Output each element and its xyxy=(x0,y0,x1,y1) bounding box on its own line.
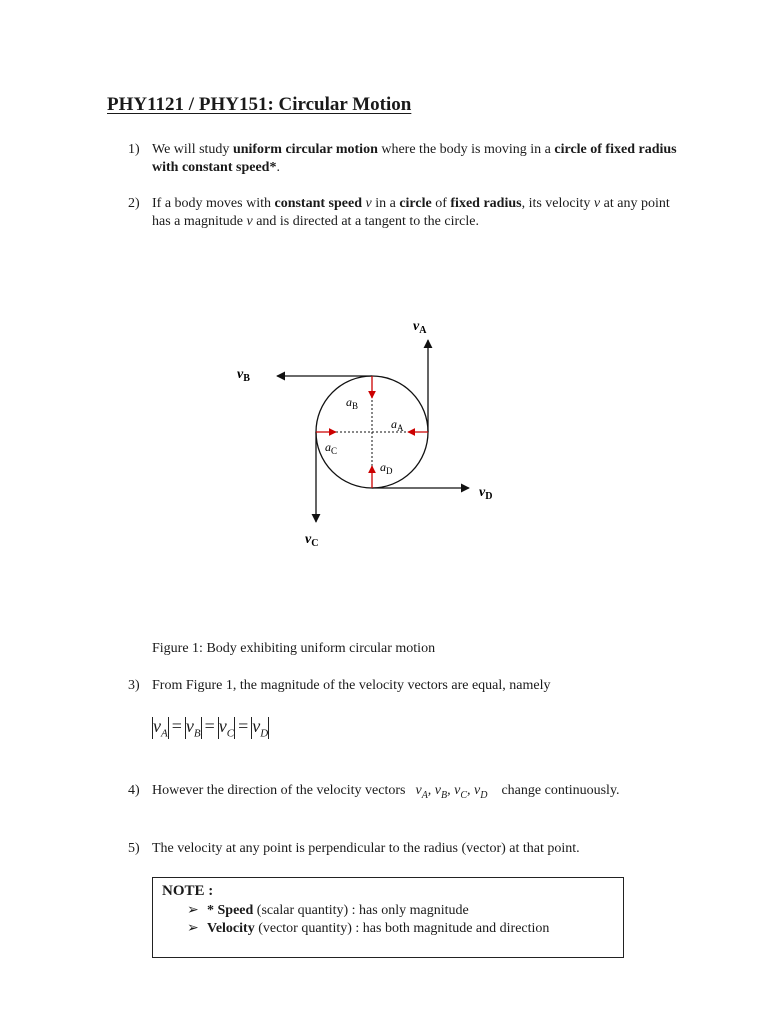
label-ad-sub: D xyxy=(386,466,393,476)
item-number: 3) xyxy=(128,678,140,693)
label-ad-main: a xyxy=(380,460,386,474)
label-ac xyxy=(325,440,337,456)
item-text: However the direction of the velocity vectors $v_A$, $v_B$, $v_C$, $v_D$ change continuously. xyxy=(152,783,620,801)
eq-op: = xyxy=(204,716,215,736)
text-segment: and is directed at a tangent to the circle. xyxy=(252,214,479,229)
eq-term-a: $v_A$ xyxy=(153,716,168,740)
label-vb xyxy=(237,367,250,384)
label-ad xyxy=(380,460,393,476)
text-segment: . xyxy=(276,160,280,175)
text-segment: v xyxy=(246,214,253,229)
label-vc xyxy=(305,532,318,549)
text-segment: , its velocity xyxy=(521,196,594,211)
note-row-velocity: ➢ Velocity (vector quantity) : has both magnitude and direction xyxy=(187,921,550,936)
eq-op: = xyxy=(238,716,249,736)
item-number: 5) xyxy=(128,841,140,856)
item-number: 1) xyxy=(128,142,140,157)
page-title: PHY1121 / PHY151: Circular Motion xyxy=(107,94,412,115)
arrow-bullet-icon: ➢ xyxy=(187,903,199,918)
item-text: The velocity at any point is perpendicular to the radius (vector) at that point. xyxy=(152,841,580,856)
list-item-1 xyxy=(128,141,688,177)
text-segment: of xyxy=(431,196,451,211)
text-segment: uniform circular motion xyxy=(232,142,378,157)
text-segment: If a body moves with xyxy=(152,196,275,211)
label-ac-main: a xyxy=(325,440,331,454)
text-segment: circle xyxy=(399,196,432,211)
label-aa-sub: A xyxy=(397,423,404,433)
text-segment: fixed radius xyxy=(450,196,522,211)
label-aa-main: a xyxy=(391,417,397,431)
list-item-5 xyxy=(128,840,708,858)
text-segment: circle of fixed radius with constant speed* xyxy=(152,142,677,175)
label-vb-sub: B xyxy=(243,373,250,384)
circular-motion-figure xyxy=(225,310,525,560)
item-text xyxy=(152,195,688,231)
eq-op: = xyxy=(171,716,182,736)
label-vd xyxy=(479,485,492,502)
note-box xyxy=(152,877,624,958)
label-va xyxy=(413,319,427,336)
velocity-magnitude-equation xyxy=(152,716,269,740)
item-number: 2) xyxy=(128,196,140,211)
item-text xyxy=(152,141,688,177)
label-aa xyxy=(391,417,404,433)
label-vd-main: v xyxy=(479,485,486,500)
text-segment: constant speed xyxy=(274,196,362,211)
text-segment: where the body is moving in a xyxy=(377,142,555,157)
label-vd-sub: D xyxy=(485,491,493,502)
text-segment: at any point has a magnitude xyxy=(152,196,670,229)
label-ab-main: a xyxy=(346,395,352,409)
note-row-speed: ➢ * Speed (scalar quantity) : has only magnitude xyxy=(187,903,469,918)
velocity-vector-list: $v_A$, $v_B$, $v_C$, $v_D$ xyxy=(415,783,488,801)
item-text: From Figure 1, the magnitude of the velocity vectors are equal, namely xyxy=(152,678,551,693)
eq-term-b: $v_B$ xyxy=(185,716,201,740)
list-item-4 xyxy=(128,782,708,805)
label-ab-sub: B xyxy=(352,401,359,411)
eq-term-d: $v_D$ xyxy=(252,716,269,740)
label-ac-sub: C xyxy=(331,446,338,456)
label-va-sub: A xyxy=(419,325,427,336)
item-number: 4) xyxy=(128,783,140,798)
text-segment: We will study xyxy=(152,142,233,157)
arrow-bullet-icon: ➢ xyxy=(187,921,199,936)
label-vb-main: v xyxy=(237,367,244,382)
note-title: NOTE : xyxy=(162,883,214,899)
figure-caption: Figure 1: Body exhibiting uniform circular motion xyxy=(152,641,436,656)
text-segment: in a xyxy=(371,196,400,211)
label-vc-sub: C xyxy=(311,538,319,549)
text-segment: v xyxy=(365,196,372,211)
text-segment: v xyxy=(593,196,601,211)
list-item-2 xyxy=(128,195,688,231)
eq-term-c: $v_C$ xyxy=(218,716,235,740)
label-vc-main: v xyxy=(305,532,312,547)
list-item-3 xyxy=(128,677,688,695)
label-ab xyxy=(346,395,358,411)
label-va-main: v xyxy=(413,319,420,334)
